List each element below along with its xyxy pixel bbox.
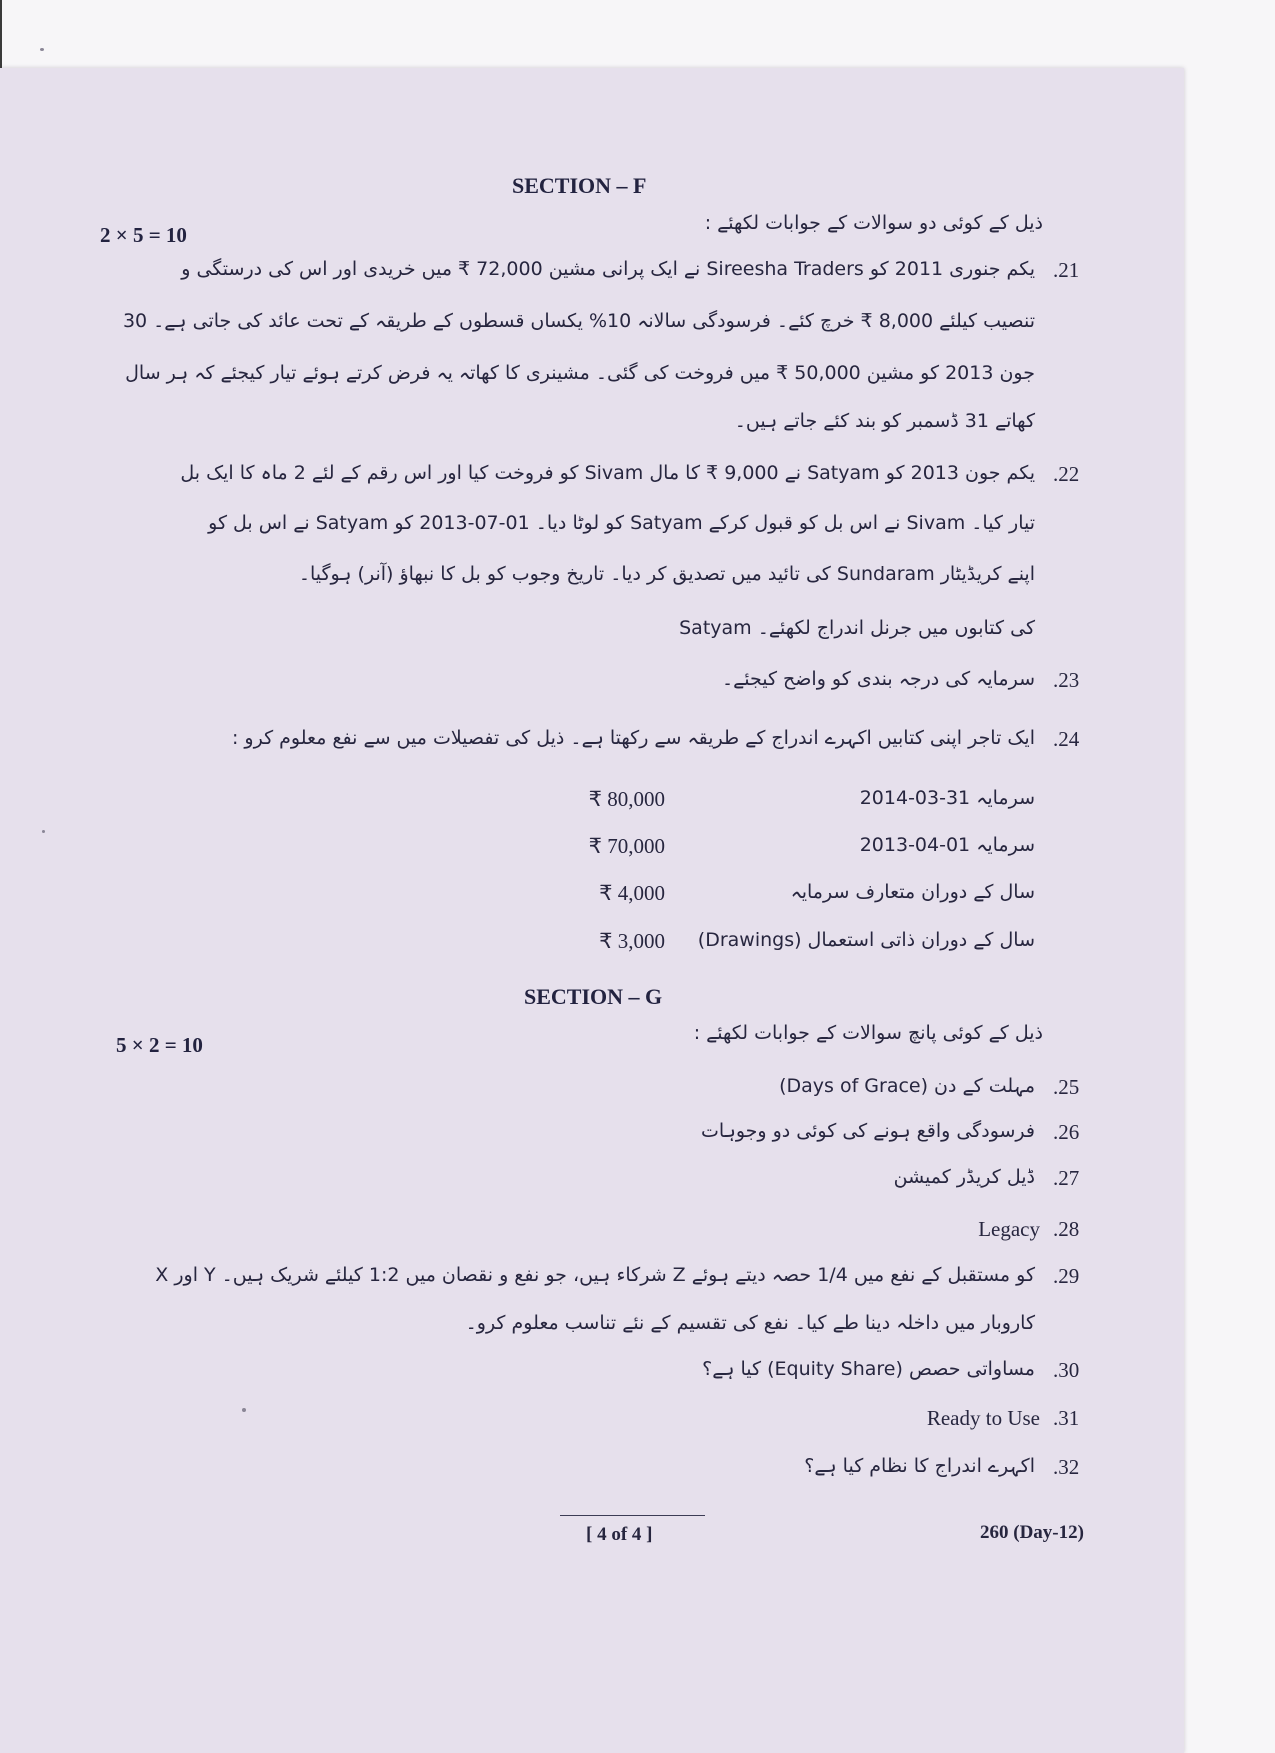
question-line: فرسودگی واقع ہونے کی کوئی دو وجوہات xyxy=(701,1120,1035,1142)
scan-speck xyxy=(242,1408,246,1412)
question-number: .32 xyxy=(1053,1455,1080,1479)
table-row-label: سرمایہ 01-04-2013 xyxy=(859,834,1035,856)
table-row-amount: ₹ 70,000 xyxy=(588,834,665,858)
scan-margin-right xyxy=(1184,0,1275,1753)
question-line: تنصیب کیلئے 8,000 ₹ خرچ کئے۔ فرسودگی سالانہ 10% یکساں قسطوں کے طریقہ کے تحت عائد کی جاتی ہے۔ 30 xyxy=(122,310,1035,332)
page-number: [ 4 of 4 ] xyxy=(586,1524,653,1545)
question-number: .26 xyxy=(1053,1120,1080,1144)
section-g-instruction: ذیل کے کوئی پانچ سوالات کے جوابات لکھئے : xyxy=(693,1022,1043,1044)
table-row-label: سال کے دوران متعارف سرمایہ xyxy=(790,881,1035,903)
table-row-amount: ₹ 4,000 xyxy=(599,881,665,905)
scan-margin-top xyxy=(0,0,1275,68)
question-line: سرمایہ کی درجہ بندی کو واضح کیجئے۔ xyxy=(721,668,1035,690)
question-number: .25 xyxy=(1053,1075,1080,1099)
section-f-marks: 2 × 5 = 10 xyxy=(100,223,187,247)
question-number: .21 xyxy=(1053,258,1080,282)
section-g-marks: 5 × 2 = 10 xyxy=(116,1033,203,1057)
section-f-instruction: ذیل کے کوئی دو سوالات کے جوابات لکھئے : xyxy=(704,212,1043,234)
question-line: Legacy xyxy=(978,1217,1040,1241)
question-line: Ready to Use xyxy=(926,1406,1040,1430)
question-line: کھاتے 31 ڈسمبر کو بند کئے جاتے ہیں۔ xyxy=(734,410,1035,432)
table-row-amount: ₹ 3,000 xyxy=(599,929,665,953)
question-line: کاروبار میں داخلہ دینا طے کیا۔ نفع کی تقسیم کے نئے تناسب معلوم کرو۔ xyxy=(465,1312,1035,1334)
question-line: مساواتی حصص (Equity Share) کیا ہے؟ xyxy=(702,1358,1035,1380)
question-line: تیار کیا۔ Sivam نے اس بل کو قبول کرکے Satyam کو لوٹا دیا۔ 01-07-2013 کو Satyam نے اس بل کو xyxy=(208,512,1035,534)
question-number: .23 xyxy=(1053,668,1080,692)
question-line: یکم جون 2013 کو Satyam نے 9,000 ₹ کا مال Sivam کو فروخت کیا اور اس رقم کے لئے 2 ماہ کا ایک بل xyxy=(180,462,1035,484)
scan-speck xyxy=(42,830,45,833)
question-number: .27 xyxy=(1053,1166,1080,1190)
section-g-title: SECTION – G xyxy=(524,984,663,1009)
question-line: یکم جنوری 2011 کو Sireesha Traders نے ایک پرانی مشین 72,000 ₹ میں خریدی اور اس کی درستگی و xyxy=(181,258,1035,280)
question-line: اکہرے اندراج کا نظام کیا ہے؟ xyxy=(804,1455,1035,1477)
question-number: .22 xyxy=(1053,462,1080,486)
question-line: ڈیل کریڈر کمیشن xyxy=(893,1166,1035,1188)
question-number: .31 xyxy=(1053,1406,1080,1430)
footer-rule xyxy=(560,1515,705,1516)
question-number: .29 xyxy=(1053,1264,1080,1288)
question-line: جون 2013 کو مشین 50,000 ₹ میں فروخت کی گئی۔ مشینری کا کھاتہ یہ فرض کرتے ہوئے تیار کیجئے کہ ہر سال xyxy=(125,362,1035,384)
question-line: اپنے کریڈیٹار Sundaram کی تائید میں تصدیق کر دیا۔ تاریخ وجوب کو بل کا نبھاؤ (آنر) ہوگیا۔ xyxy=(298,563,1035,585)
scan-edge-line xyxy=(0,0,2,70)
question-line: مہلت کے دن (Days of Grace) xyxy=(779,1075,1035,1097)
question-line: ایک تاجر اپنی کتابیں اکہرے اندراج کے طریقہ سے رکھتا ہے۔ ذیل کی تفصیلات میں سے نفع معلوم کرو : xyxy=(231,727,1035,749)
question-number: .24 xyxy=(1053,727,1080,751)
question-number: .28 xyxy=(1053,1217,1080,1241)
scan-speck xyxy=(40,48,44,51)
question-number: .30 xyxy=(1053,1358,1080,1382)
section-f-title: SECTION – F xyxy=(512,173,647,198)
table-row-amount: ₹ 80,000 xyxy=(588,787,665,811)
paper-code: 260 (Day-12) xyxy=(980,1522,1084,1543)
question-line: Satyam کی کتابوں میں جرنل اندراج لکھئے۔ xyxy=(679,617,1035,639)
table-row-label: سرمایہ 31-03-2014 xyxy=(859,787,1035,809)
table-row-label: سال کے دوران ذاتی استعمال (Drawings) xyxy=(697,929,1035,951)
question-line: X اور Y شرکاء ہیں، جو نفع و نقصان میں 1:2 کیلئے شریک ہیں۔ Z کو مستقبل کے نفع میں 1/4 حصہ دیتے ہوئے xyxy=(155,1264,1035,1286)
